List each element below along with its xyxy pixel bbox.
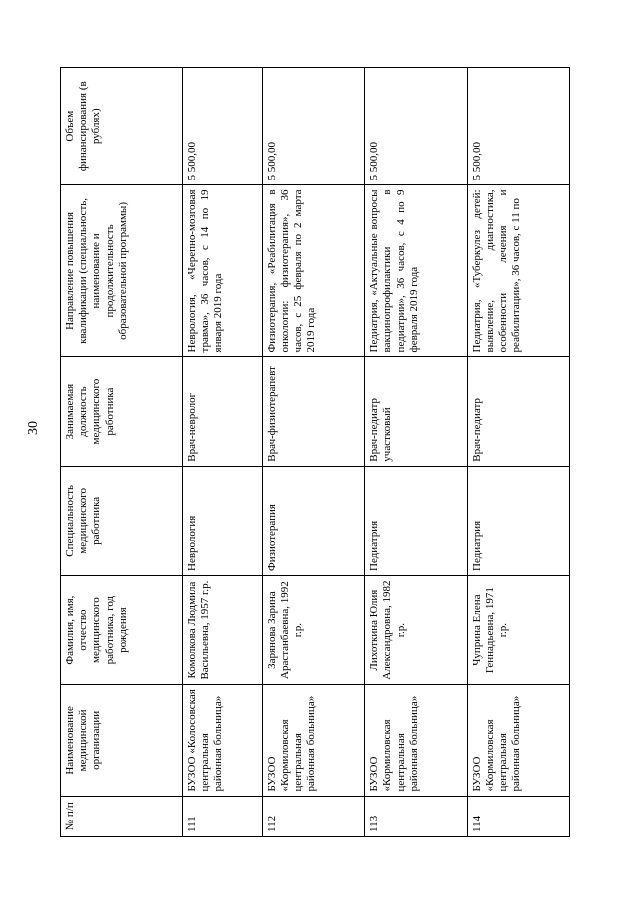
cell-org: БУЗОО «Колосовская центральная районная больница» xyxy=(183,685,263,796)
cell-fio: Чуприна Елена Геннадьевна, 1971 г.р. xyxy=(467,575,569,684)
cell-amount: 5 500,00 xyxy=(467,68,569,185)
table-row xyxy=(467,68,569,837)
cell-specialty: Неврология xyxy=(183,466,263,575)
cell-specialty: Педиатрия xyxy=(365,466,467,575)
cell-course: Педиатрия, «Туберкулез детей: выявление, диагностика, особенности лечения и реабилитации», 36 часов, с 11 по xyxy=(467,185,569,357)
table-row xyxy=(183,68,263,837)
header-row xyxy=(61,68,183,837)
cell-specialty: Педиатрия xyxy=(467,466,569,575)
cell-amount: 5 500,00 xyxy=(365,68,467,185)
table-row xyxy=(262,68,364,837)
cell-position: Врач-педиатр участковый xyxy=(365,357,467,466)
cell-course: Физиотерапия, «Реабилитация в онкологии: физиотерапия», 36 часов, с 25 февраля по 2 марта 2019 года xyxy=(262,185,364,357)
cell-course: Неврология, «Черепно-мозговая травма», 36 часов, с 14 по 19 января 2019 года xyxy=(183,185,263,357)
header-num: № п/п xyxy=(61,796,183,836)
cell-fio: Комолкова Людмила Васильевна, 1957 г.р. xyxy=(183,575,263,684)
cell-num: 112 xyxy=(262,796,364,836)
header-specialty: Специальность медицинского работника xyxy=(61,466,183,575)
cell-amount: 5 500,00 xyxy=(183,68,263,185)
header-org: Наименование медицинской организации xyxy=(61,685,183,796)
cell-org: БУЗОО «Кормиловская центральная районная больница» xyxy=(262,685,364,796)
table-row xyxy=(365,68,467,837)
cell-fio: Зарянова Зарина Арастанбаевна, 1992 г.р. xyxy=(262,575,364,684)
cell-position: Врач-педиатр xyxy=(467,357,569,466)
cell-org: БУЗОО «Кормиловская центральная районная больница» xyxy=(365,685,467,796)
cell-position: Врач-невролог xyxy=(183,357,263,466)
cell-num: 111 xyxy=(183,796,263,836)
cell-fio: Лихоткина Юлия Александровна, 1982 г.р. xyxy=(365,575,467,684)
cell-num: 113 xyxy=(365,796,467,836)
cell-position: Врач-физиотерапевт xyxy=(262,357,364,466)
cell-specialty: Физиотерапия xyxy=(262,466,364,575)
header-fio: Фамилия, имя, отчество медицинского работника, год рождения xyxy=(61,575,183,684)
header-amount: Объем финансирования (в рублях) xyxy=(61,68,183,185)
rotated-table-container xyxy=(60,67,570,837)
cell-num: 114 xyxy=(467,796,569,836)
cell-amount: 5 500,00 xyxy=(262,68,364,185)
header-position: Занимаемая должность медицинского работника xyxy=(61,357,183,466)
cell-course: Педиатрия, «Актуальные вопросы вакцинопрофилактики в педиатрии», 36 часов, с 4 по 9 февраля 2019 года xyxy=(365,185,467,357)
header-course: Направление повышения квалификации (специальность, наименование и продолжительность образовательной программы) xyxy=(61,185,183,357)
training-table xyxy=(60,67,570,837)
page-number: 30 xyxy=(26,421,41,435)
cell-org: БУЗОО «Кормиловская центральная районная больница» xyxy=(467,685,569,796)
